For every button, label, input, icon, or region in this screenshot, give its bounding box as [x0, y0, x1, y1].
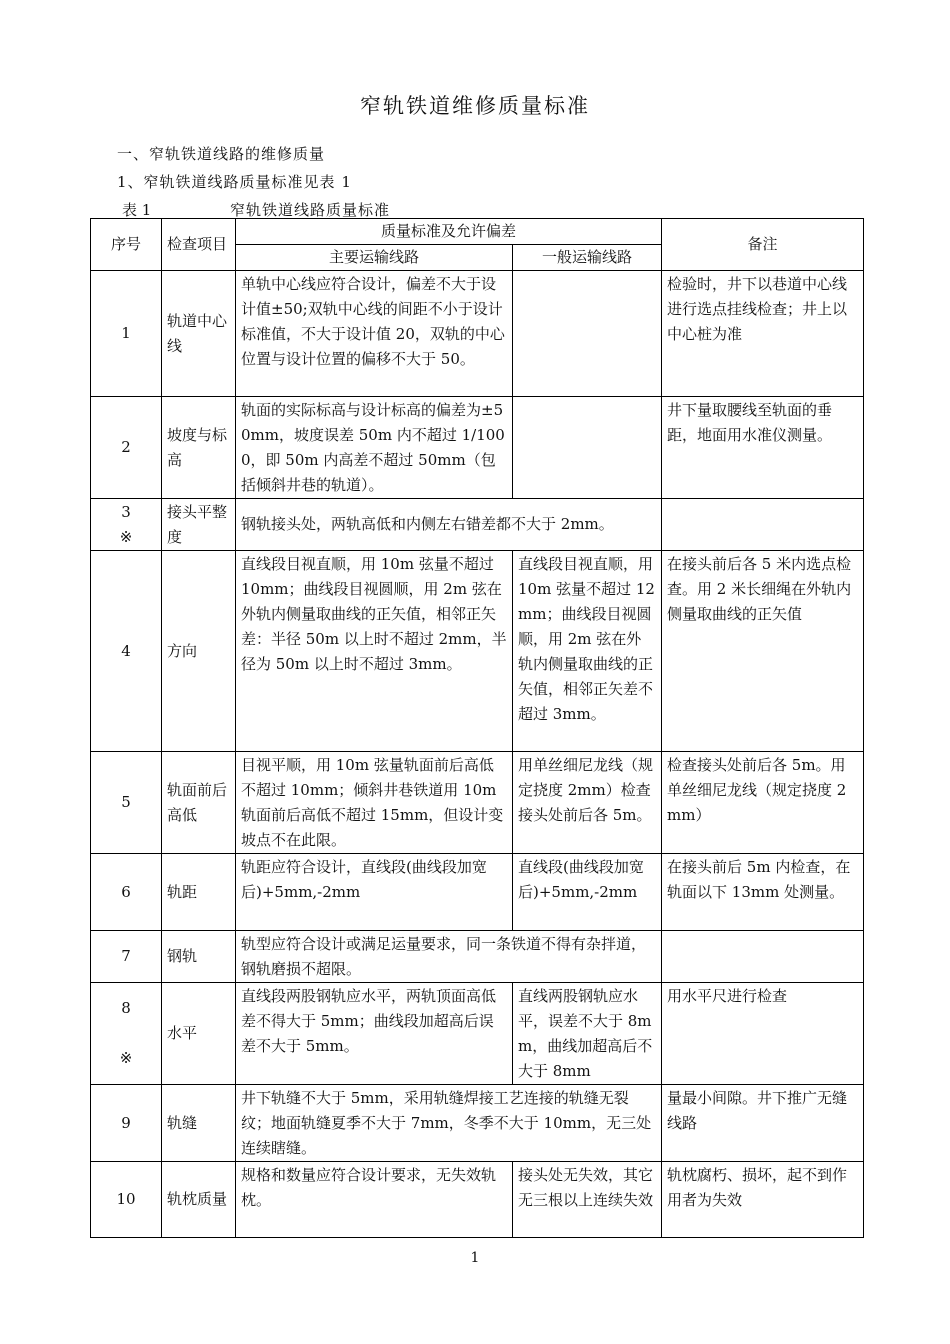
- key-item-mark: ※: [119, 1049, 133, 1067]
- row-item: 钢轨: [162, 931, 236, 983]
- section-heading: 一、窄轨铁道线路的维修质量: [117, 145, 326, 163]
- row-number: 2: [91, 397, 162, 499]
- header-standard-group: 质量标准及允许偏差: [236, 219, 662, 245]
- table-row: [91, 271, 864, 397]
- row-main-standard: 目视平顺，用 10m 弦量轨面前后高低不超过 10mm；倾斜井巷铁道用 10m 轨面前后高低不超过 15mm，但设计变坡点不在此限。: [236, 752, 513, 854]
- row-remark: 井下量取腰线至轨面的垂距，地面用水准仪测量。: [662, 397, 864, 499]
- row-number: 7: [91, 931, 162, 983]
- row-main-standard: 直线段两股钢轨应水平，两轨顶面高低差不得大于 5mm；曲线段加超高后误差不大于 5mm。: [236, 983, 513, 1085]
- row-number: [91, 499, 162, 551]
- table-row: [91, 397, 864, 499]
- document-title: 窄轨铁道维修质量标准: [360, 94, 590, 118]
- row-item: 轨枕质量: [162, 1162, 236, 1238]
- row-general-standard: 用单丝细尼龙线（规定挠度 2mm）检查接头处前后各 5m。: [513, 752, 662, 854]
- header-seq: 序号: [91, 219, 162, 271]
- row-item: 轨距: [162, 854, 236, 931]
- quality-standard-table: [90, 218, 864, 1238]
- row-remark: [662, 499, 864, 551]
- table-row: [91, 499, 864, 551]
- page-number: 1: [470, 1250, 480, 1266]
- row-number: 10: [91, 1162, 162, 1238]
- header-item: 检查项目: [162, 219, 236, 271]
- row-item: 坡度与标高: [162, 397, 236, 499]
- row-number: 5: [91, 752, 162, 854]
- row-remark: 在接头前后各 5 米内选点检查。用 2 米长细绳在外轨内侧量取曲线的正矢值: [662, 551, 864, 752]
- row-item: 轨面前后高低: [162, 752, 236, 854]
- table-row: [91, 551, 864, 752]
- row-remark: 量最小间隙。井下推广无缝线路: [662, 1085, 864, 1162]
- table-row: [91, 983, 864, 1085]
- row-general-standard: 接头处无失效，其它无三根以上连续失效: [513, 1162, 662, 1238]
- row-main-standard: 轨距应符合设计，直线段(曲线段加宽后)+5mm,-2mm: [236, 854, 513, 931]
- header-general-line: 一般运输线路: [513, 245, 662, 271]
- row-remark: 检验时，井下以巷道中心线进行选点挂线检查；井上以中心桩为准: [662, 271, 864, 397]
- row-number: 4: [91, 551, 162, 752]
- row-item: 轨缝: [162, 1085, 236, 1162]
- row-item: 水平: [162, 983, 236, 1085]
- table-row: [91, 854, 864, 931]
- table-row: [91, 931, 864, 983]
- table-row: [91, 1085, 864, 1162]
- row-item: 方向: [162, 551, 236, 752]
- key-item-mark: ※: [119, 527, 133, 546]
- row-number-value: 3: [121, 502, 131, 521]
- header-main-line: 主要运输线路: [236, 245, 513, 271]
- row-number: [91, 983, 162, 1085]
- row-merged-standard: 井下轨缝不大于 5mm，采用轨缝焊接工艺连接的轨缝无裂纹；地面轨缝夏季不大于 7mm，冬季不大于 10mm，无三处连续瞎缝。: [236, 1085, 662, 1162]
- row-general-standard: [513, 271, 662, 397]
- row-main-standard: 规格和数量应符合设计要求，无失效轨枕。: [236, 1162, 513, 1238]
- sub-heading: 1、窄轨铁道线路质量标准见表 1: [117, 173, 352, 191]
- row-number: 6: [91, 854, 162, 931]
- row-number-value: 8: [121, 999, 131, 1017]
- row-remark: 在接头前后 5m 内检查，在轨面以下 13mm 处测量。: [662, 854, 864, 931]
- row-merged-standard: 钢轨接头处，两轨高低和内侧左右错差都不大于 2mm。: [236, 499, 662, 551]
- row-item: 轨道中心线: [162, 271, 236, 397]
- row-item: 接头平整度: [162, 499, 236, 551]
- row-general-standard: [513, 397, 662, 499]
- row-remark: 用水平尺进行检查: [662, 983, 864, 1085]
- row-remark: 轨枕腐朽、损坏，起不到作用者为失效: [662, 1162, 864, 1238]
- row-general-standard: 直线两股钢轨应水平，误差不大于 8mm，曲线加超高后不大于 8mm: [513, 983, 662, 1085]
- row-main-standard: 单轨中心线应符合设计，偏差不大于设计值±50;双轨中心线的间距不小于设计标准值，不大于设计值 20，双轨的中心位置与设计位置的偏移不大于 50。: [236, 271, 513, 397]
- row-general-standard: 直线段目视直顺，用 10m 弦量不超过 12mm；曲线段目视圆顺，用 2m 弦在外轨内侧量取曲线的正矢值，相邻正矢差不超过 3mm。: [513, 551, 662, 752]
- table-row: [91, 1162, 864, 1238]
- row-main-standard: 轨面的实际标高与设计标高的偏差为±50mm，坡度误差 50m 内不超过 1/1000，即 50m 内高差不超过 50mm（包括倾斜井巷的轨道）。: [236, 397, 513, 499]
- row-number: 9: [91, 1085, 162, 1162]
- header-remark: 备注: [662, 219, 864, 271]
- row-merged-standard: 轨型应符合设计或满足运量要求，同一条铁道不得有杂拌道，钢轨磨损不超限。: [236, 931, 662, 983]
- row-main-standard: 直线段目视直顺，用 10m 弦量不超过 10mm；曲线段目视圆顺，用 2m 弦在外轨内侧量取曲线的正矢值，相邻正矢差：半径 50m 以上时不超过 2mm，半径为 50m 以上时不超过 3mm。: [236, 551, 513, 752]
- row-general-standard: 直线段(曲线段加宽后)+5mm,-2mm: [513, 854, 662, 931]
- table-caption-title: 窄轨铁道线路质量标准: [230, 201, 391, 219]
- table-header-row: [91, 219, 864, 245]
- table-row: [91, 752, 864, 854]
- table-caption-number: 表 1: [122, 201, 152, 219]
- row-remark: [662, 931, 864, 983]
- row-number: 1: [91, 271, 162, 397]
- row-remark: 检查接头处前后各 5m。用单丝细尼龙线（规定挠度 2mm）: [662, 752, 864, 854]
